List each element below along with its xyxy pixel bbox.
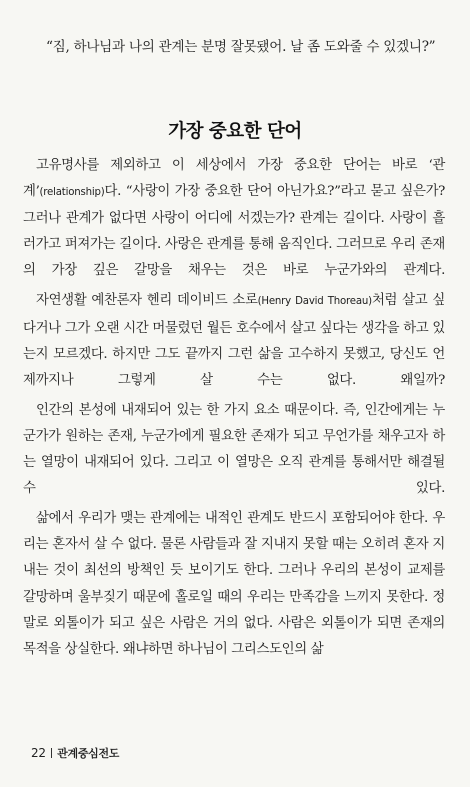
paragraph xyxy=(23,153,445,284)
body-text xyxy=(23,153,445,663)
paragraph-text: 인간의 본성에 내재되어 있는 한 가지 요소 때문이다. 즉, 인간에게는 누군가가 원하는 존재, 누군가에게 필요한 존재가 되고 무언가를 채우고자 하는 열망이 내재되어 있다. 그리고 이 열망은 오직 관계를 통해서만 해결될 수 있다. xyxy=(23,402,445,497)
page-footer xyxy=(31,745,119,761)
paragraph-text: 삶에서 우리가 맺는 관계에는 내적인 관계도 반드시 포함되어야 한다. 우리는 혼자서 살 수 없다. 물론 사람들과 잘 지내지 못할 때는 오히려 혼자 지내는 것이 최선의 방책인 듯 보이기도 한다. 그러나 우리의 본성이 교제를 갈망하며 울부짖기 때문에 홀로일 때의 우리는 만족감을 느끼지 못한다. 정말로 외톨이가 되고 싶은 사람은 거의 없다. 사람은 외톨이가 되면 존재의 목적을 상실한다. 왜냐하면 하나님이 그리스도인의 삶 xyxy=(23,511,445,657)
footer-divider xyxy=(51,748,53,758)
book-title: 관계중심전도 xyxy=(57,747,120,760)
paragraph-text: 고유명사를 제외하고 이 세상에서 가장 중요한 단어는 바로 ‘관계’ xyxy=(23,158,445,200)
opening-quote: “짐, 하나님과 나의 관계는 분명 잘못됐어. 날 좀 도와줄 수 있겠니?” xyxy=(46,39,436,55)
section-heading: 가장 중요한 단어 xyxy=(168,121,302,142)
english-name: (Henry David Thoreau) xyxy=(257,296,372,308)
paragraph-text: 다. “사랑이 가장 중요한 단어 아닌가요?”라고 묻고 싶은가? 그러나 관계가 없다면 사랑이 어디에 서겠는가? 관계는 길이다. 사랑이 흘러가고 퍼져가는 길이다. 사랑은 관계를 통해 움직인다. 그러므로 우리 존재의 가장 깊은 갈망을 채우는 것은 바로 누군가와의 관계다. xyxy=(23,184,445,279)
paragraph xyxy=(23,398,445,502)
paragraph-text: 처럼 살고 싶다거나 그가 오랜 시간 머물렀던 월든 호수에서 살고 싶다는 생각을 하고 있는지 모르겠다. 하지만 그도 끝까지 그런 삶을 고수하지 못했고, 당신도 언제까지나 그렇게 살 수는 없다. 왜일까? xyxy=(23,293,445,388)
paragraph xyxy=(23,288,445,393)
page-number: 22 xyxy=(31,746,46,760)
english-term: (relationship) xyxy=(39,187,105,199)
paragraph xyxy=(23,506,445,663)
paragraph-text: 자연생활 예찬론자 헨리 데이비드 소로 xyxy=(36,293,258,309)
